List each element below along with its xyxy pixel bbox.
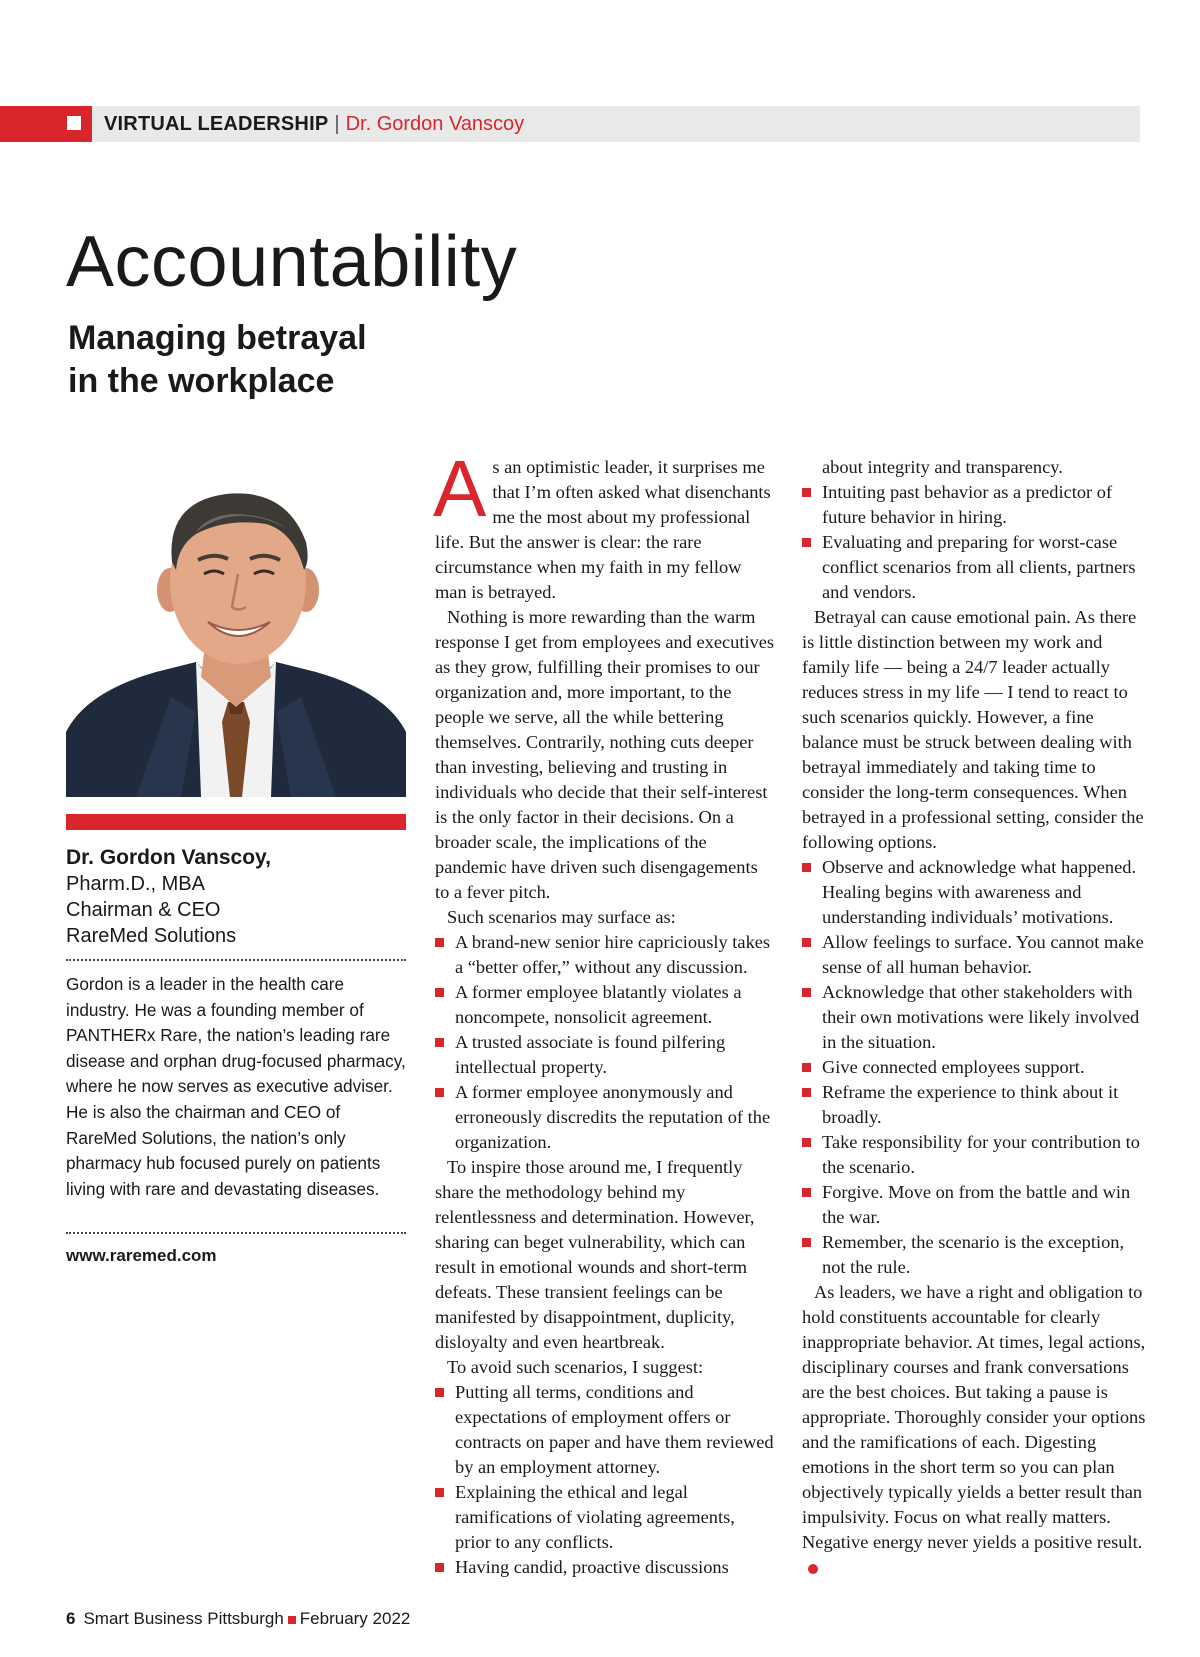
list-item: Evaluating and preparing for worst-case conflict scenarios from all clients, partners and vendors. bbox=[802, 530, 1147, 605]
author-role: Chairman & CEO bbox=[66, 899, 221, 921]
bullet-square-icon bbox=[802, 1238, 811, 1247]
list-item: Forgive. Move on from the battle and win the war. bbox=[802, 1180, 1147, 1230]
article-paragraph-1: As an optimistic leader, it surprises me that I’m often asked what disenchants me the most about my professional life. But the answer is clear: the rare circumstance when my faith in my fellow man is betrayed. bbox=[433, 444, 771, 602]
author-website-link[interactable]: www.raremed.com bbox=[66, 1246, 217, 1265]
square-icon bbox=[67, 116, 81, 130]
bio-divider-top bbox=[66, 959, 406, 961]
list-item: Give connected employees support. bbox=[802, 1055, 1147, 1080]
suggestion-list bbox=[435, 1380, 775, 1580]
author-bio-card bbox=[66, 845, 406, 949]
section-header-bar bbox=[0, 106, 1140, 142]
scenario-list bbox=[435, 930, 775, 1155]
article-paragraph-7: As leaders, we have a right and obligation to hold constituents accountable for clearly inappropriate behavior. At times, legal actions, disciplinary courses and frank conversations are the best choices. But taking a pause is appropriate. Thoroughly consider your options and the ramifications of each. Digesting emotions in the short term so you can plan objectively typically yields a better result than impulsivity. Focus on what really matters. Negative energy never yields a positive result. bbox=[802, 1280, 1147, 1580]
list-item: A former employee blatantly violates a noncompete, nonsolicit agreement. bbox=[435, 980, 775, 1030]
list-item: Take responsibility for your contribution to the scenario. bbox=[802, 1130, 1147, 1180]
list-item: A former employee anonymously and erroneously discredits the reputation of the organization. bbox=[435, 1080, 775, 1155]
suggestion-list-continued bbox=[802, 480, 1147, 605]
author-credentials: Pharm.D., MBA bbox=[66, 873, 205, 895]
end-mark-dot-icon bbox=[808, 1564, 818, 1574]
list-item: Explaining the ethical and legal ramifications of violating agreements, prior to any conflicts. bbox=[435, 1480, 775, 1555]
bullet-square-icon bbox=[802, 863, 811, 872]
photo-accent-bar bbox=[66, 814, 406, 830]
bullet-square-icon bbox=[802, 1063, 811, 1072]
bullet-square-icon bbox=[802, 538, 811, 547]
subtitle-line-1: Managing betrayal bbox=[68, 319, 367, 357]
header-separator: | bbox=[334, 113, 340, 135]
bullet-square-icon bbox=[802, 488, 811, 497]
author-bio-text: Gordon is a leader in the health care industry. He was a founding member of PANTHERx Rare, the nation’s leading rare disease and orphan drug-focused pharmacy, where he now serves as executive adviser. He is also the chairman and CEO of RareMed Solutions, the nation’s only pharmacy hub focused purely on patients living with rare and devastating diseases. bbox=[66, 974, 406, 1199]
bio-divider-bottom bbox=[66, 1232, 406, 1234]
list-item: Acknowledge that other stakeholders with their own motivations were likely involved in the situation. bbox=[802, 980, 1147, 1055]
author-name: Dr. Gordon Vanscoy, bbox=[66, 846, 271, 869]
bullet-square-icon bbox=[802, 1088, 811, 1097]
bullet-square-icon bbox=[435, 1563, 444, 1572]
footer-square-icon bbox=[288, 1616, 296, 1624]
header-author: Dr. Gordon Vanscoy bbox=[345, 113, 525, 135]
article-paragraph-2: Nothing is more rewarding than the warm response I get from employees and executives as they grow, fulfilling their promises to our organization and, more important, to the people we serve, all the while bettering themselves. Contrarily, nothing cuts deeper than investing, believing and trusting in individuals who decide that their self-interest is the only factor in their decisions. On a broader scale, the implications of the pandemic have driven such disengagements to a fever pitch. bbox=[435, 607, 775, 902]
article-column-1 bbox=[433, 444, 775, 1580]
list-item: Allow feelings to surface. You cannot make sense of all human behavior. bbox=[802, 930, 1147, 980]
bullet-square-icon bbox=[435, 988, 444, 997]
article-paragraph-5: To avoid such scenarios, I suggest: bbox=[447, 1357, 704, 1377]
subtitle-line-2: in the workplace bbox=[68, 362, 335, 400]
bullet-square-icon bbox=[802, 1138, 811, 1147]
publication-name: Smart Business Pittsburgh bbox=[83, 1609, 284, 1628]
article-column-2 bbox=[802, 455, 1147, 1580]
bullet-square-icon bbox=[435, 1488, 444, 1497]
bullet-square-icon bbox=[435, 1088, 444, 1097]
author-portrait-illustration bbox=[66, 462, 406, 797]
article-paragraph-3: Such scenarios may surface as: bbox=[447, 907, 676, 927]
bullet-square-icon bbox=[435, 938, 444, 947]
bullet-square-icon bbox=[802, 938, 811, 947]
list-item: A brand-new senior hire capriciously takes a “better offer,” without any discussion. bbox=[435, 930, 775, 980]
article-title: Accountability bbox=[66, 222, 518, 302]
author-company: RareMed Solutions bbox=[66, 925, 237, 947]
drop-cap: A bbox=[433, 444, 487, 533]
bullet-square-icon bbox=[435, 1038, 444, 1047]
list-item: Having candid, proactive discussions bbox=[435, 1555, 775, 1580]
list-item: Reframe the experience to think about it broadly. bbox=[802, 1080, 1147, 1130]
article-paragraph-6: Betrayal can cause emotional pain. As there is little distinction between my work and family life — being a 24/7 leader actually reduces stress in my life — I tend to react to such scenarios quickly. However, a fine balance must be struck between dealing with betrayal immediately and taking time to consider the long-term consequences. When betrayed in a professional setting, consider the following options. bbox=[802, 607, 1144, 852]
header-label bbox=[104, 113, 524, 135]
list-item: Remember, the scenario is the exception, not the rule. bbox=[802, 1230, 1147, 1280]
page-footer bbox=[66, 1609, 410, 1629]
issue-date: February 2022 bbox=[299, 1609, 411, 1628]
article-subtitle bbox=[68, 317, 367, 403]
bullet-square-icon bbox=[802, 988, 811, 997]
list-item: Putting all terms, conditions and expectations of employment offers or contracts on paper and have them reviewed by an employment attorney. bbox=[435, 1380, 775, 1480]
list-item: Intuiting past behavior as a predictor of future behavior in hiring. bbox=[802, 480, 1147, 530]
list-continuation: about integrity and transparency. bbox=[822, 457, 1063, 477]
section-name: VIRTUAL LEADERSHIP bbox=[104, 113, 329, 135]
bullet-square-icon bbox=[802, 1188, 811, 1197]
article-paragraph-4: To inspire those around me, I frequently share the methodology behind my relentlessness and determination. However, sharing can beget vulnerability, which can result in emotional wounds and short-term defeats. These transient feelings can be manifested by disappointment, duplicity, disloyalty and even heartbreak. bbox=[435, 1157, 755, 1352]
options-list bbox=[802, 855, 1147, 1280]
bullet-square-icon bbox=[435, 1388, 444, 1397]
header-accent-block bbox=[0, 106, 92, 142]
author-photo bbox=[66, 462, 406, 797]
list-item: A trusted associate is found pilfering intellectual property. bbox=[435, 1030, 775, 1080]
page-number: 6 bbox=[66, 1609, 76, 1628]
list-item: Observe and acknowledge what happened. Healing begins with awareness and understanding individuals’ motivations. bbox=[802, 855, 1147, 930]
